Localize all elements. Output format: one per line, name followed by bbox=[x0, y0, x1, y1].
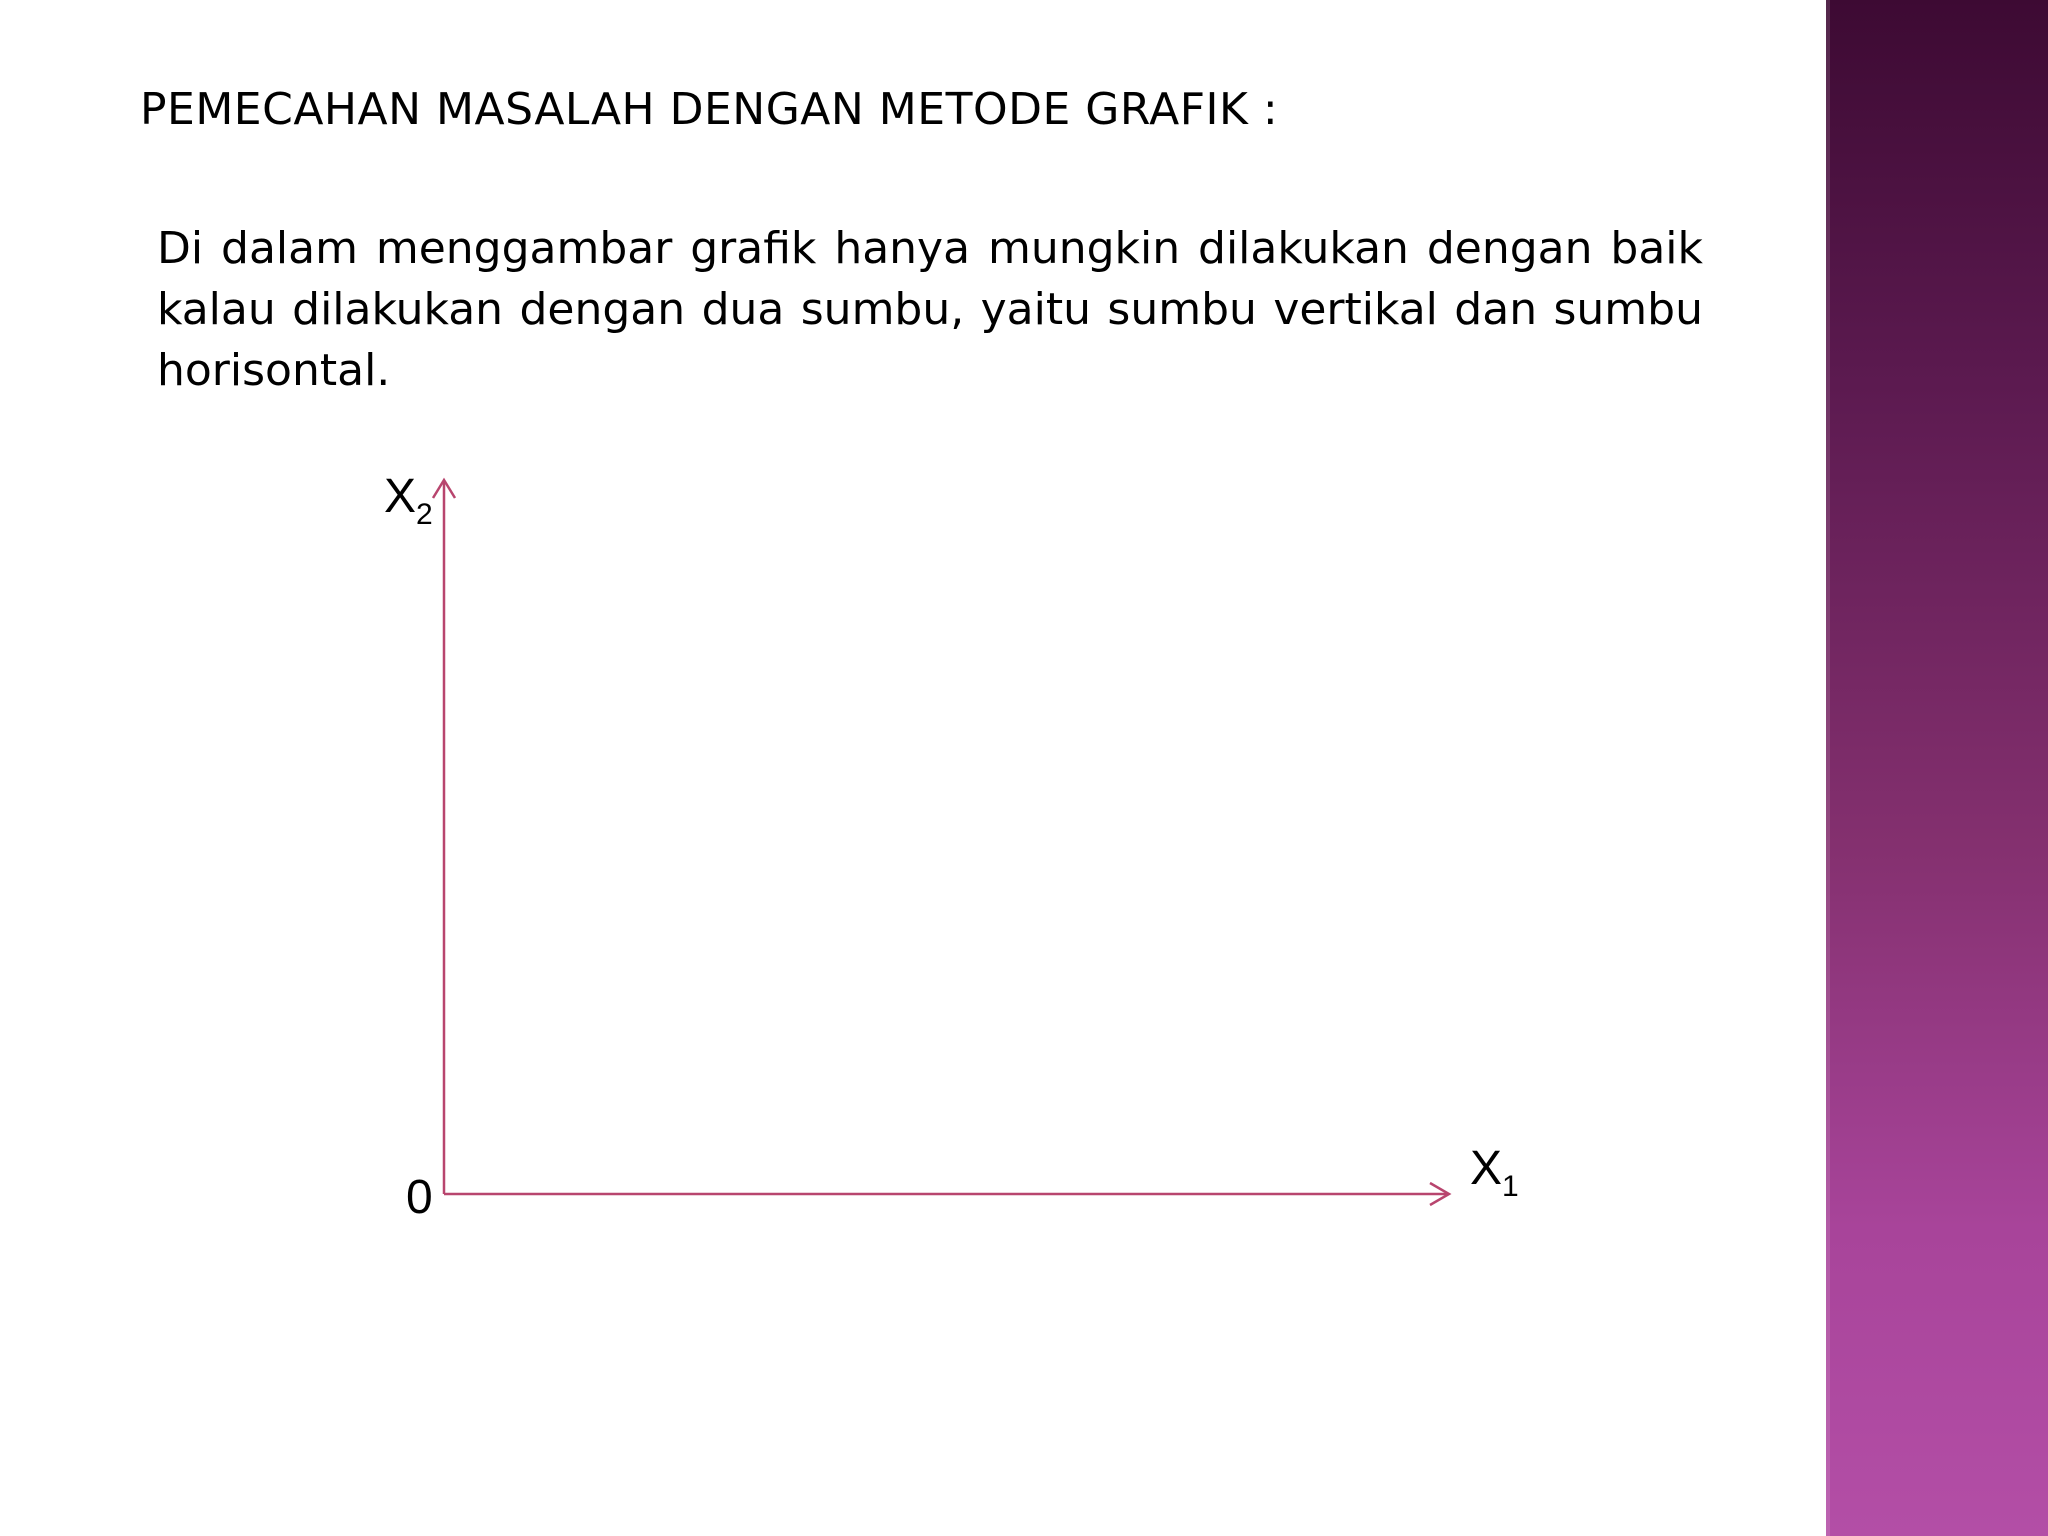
vertical-axis-subscript: 2 bbox=[416, 498, 433, 531]
vertical-axis-letter: X bbox=[384, 470, 417, 523]
horizontal-axis-subscript: 1 bbox=[1502, 1170, 1519, 1203]
horizontal-axis-label bbox=[1470, 1142, 1519, 1203]
decorative-side-band bbox=[1826, 0, 2048, 1536]
origin-label: 0 bbox=[406, 1171, 433, 1224]
horizontal-axis-letter: X bbox=[1470, 1142, 1503, 1195]
slide-body-text: Di dalam menggambar grafik hanya mungkin dilakukan dengan baik kalau dilakukan dengan dua sumbu, yaitu sumbu vertikal dan sumbu horisontal. bbox=[157, 223, 1703, 396]
slide-title: PEMECAHAN MASALAH DENGAN METODE GRAFIK : bbox=[140, 84, 1279, 135]
vertical-axis-label bbox=[384, 470, 433, 531]
